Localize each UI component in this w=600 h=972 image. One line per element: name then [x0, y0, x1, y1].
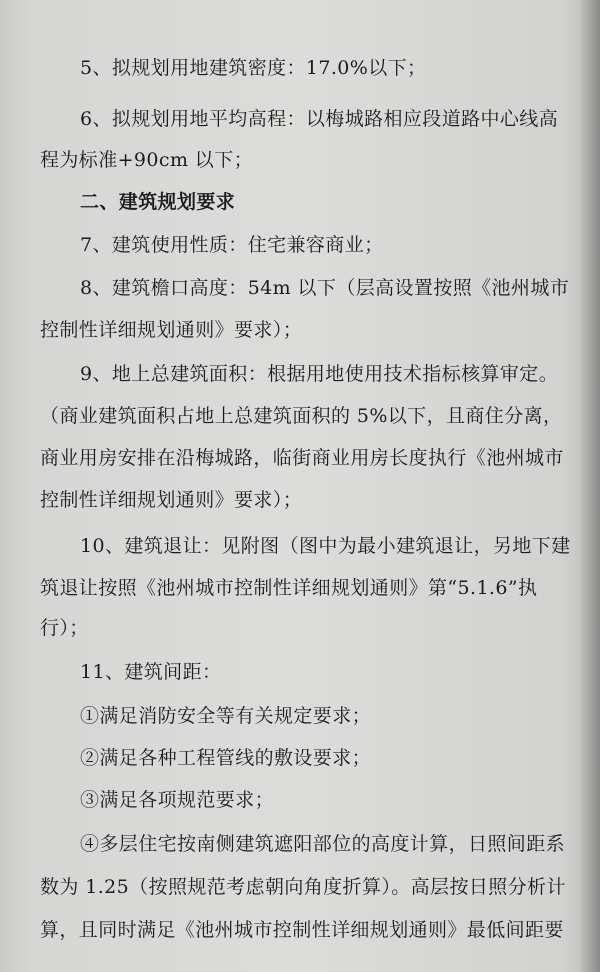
line-sub-4: ④多层住宅按南侧建筑遮阳部位的高度计算，日照间距系 [80, 833, 566, 855]
line-item-8: 8、建筑檐口高度：54m 以下（层高设置按照《池州城市 [80, 277, 570, 299]
line-item-5: 5、拟规划用地建筑密度：17.0%以下； [80, 57, 427, 79]
line-item-9-cont-1: （商业建筑面积占地上总建筑面积的 5%以下，且商住分离， [40, 405, 563, 427]
line-item-11: 11、建筑间距： [80, 661, 222, 683]
line-sub-1: ①满足消防安全等有关规定要求； [80, 705, 372, 727]
line-item-10: 10、建筑退让：见附图（图中为最小建筑退让，另地下建 [80, 535, 571, 557]
line-sub-4-cont-1: 数为 1.25（按照规范考虑朝向角度折算）。高层按日照分析计 [40, 876, 566, 898]
page-edge-shadow [578, 0, 600, 972]
line-item-9: 9、地上总建筑面积：根据用地使用技术指标核算审定。 [80, 363, 559, 385]
section-heading: 二、建筑规划要求 [80, 191, 236, 213]
line-item-9-cont-2: 商业用房安排在沿梅城路，临街商业用房长度执行《池州城市 [40, 447, 564, 469]
line-item-10-cont-2: 行）； [40, 617, 89, 639]
line-sub-3: ③满足各项规范要求； [80, 789, 275, 811]
line-item-9-cont-3: 控制性详细规划通则》要求）； [40, 489, 303, 511]
line-item-6: 6、拟规划用地平均高程：以梅城路相应段道路中心线高 [80, 108, 559, 130]
line-item-6-cont: 程为标准+90cm 以下； [40, 149, 253, 171]
line-sub-2: ②满足各种工程管线的敷设要求； [80, 747, 372, 769]
line-item-10-cont-1: 筑退让按照《池州城市控制性详细规划通则》第“5.1.6”执 [40, 577, 538, 599]
line-sub-4-cont-2: 算，且同时满足《池州城市控制性详细规划通则》最低间距要 [40, 919, 564, 941]
line-item-7: 7、建筑使用性质：住宅兼容商业； [80, 234, 384, 256]
line-item-8-cont: 控制性详细规划通则》要求）； [40, 319, 303, 341]
